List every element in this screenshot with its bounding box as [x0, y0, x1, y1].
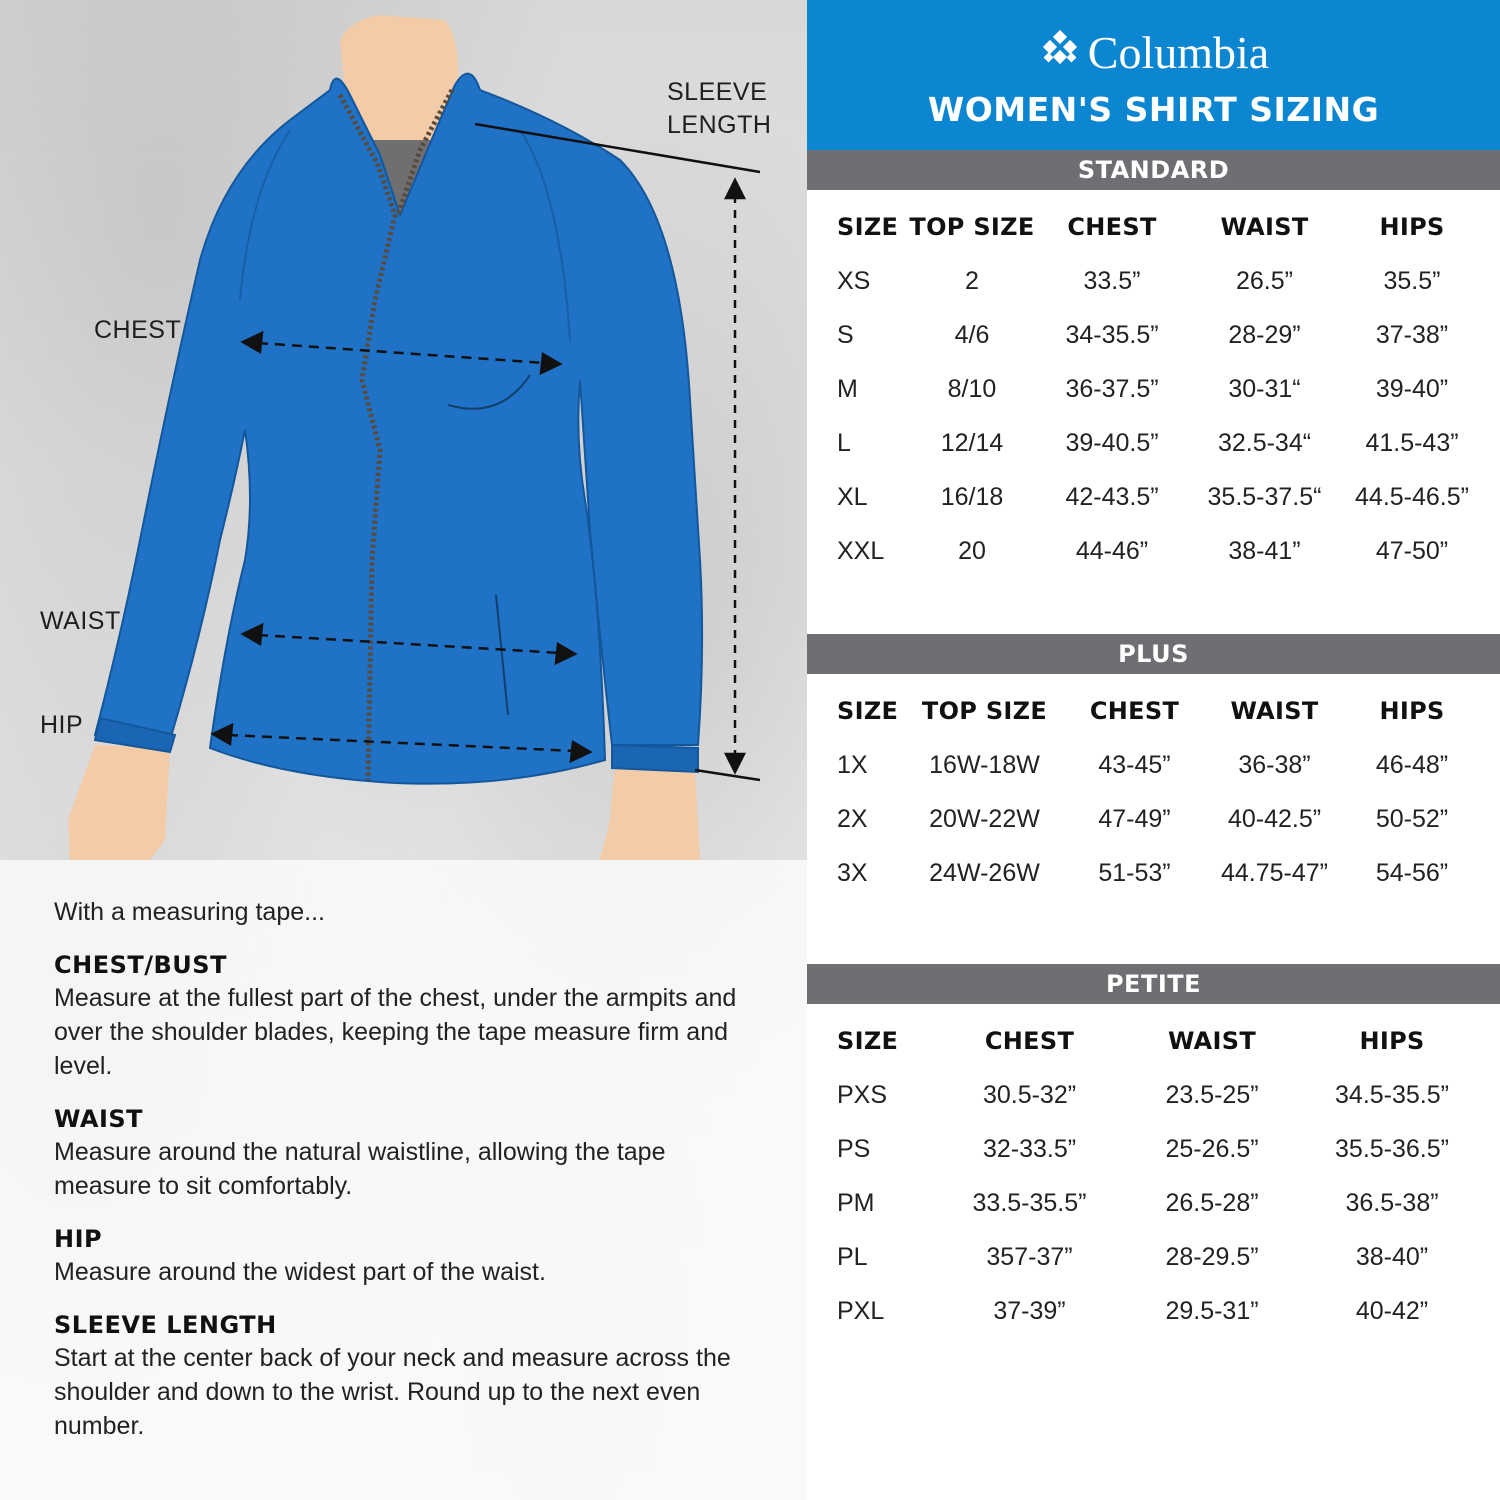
table-cell: XS: [837, 266, 871, 295]
measuring-instructions: [0, 860, 807, 1500]
right-hand: [600, 765, 700, 860]
table-row: [837, 362, 1482, 416]
table-cell: 1X: [837, 750, 868, 779]
table-row: [837, 1176, 1482, 1230]
table-row: [837, 416, 1482, 470]
table-cell: 12/14: [940, 428, 1004, 457]
table-row: [837, 254, 1482, 308]
column-header: TOP SIZE: [921, 697, 1048, 725]
table-cell: 39-40”: [1375, 374, 1449, 403]
petite-section-header: PETITE: [807, 964, 1500, 1004]
table-cell: 40-42.5”: [1227, 804, 1322, 833]
column-header: HIPS: [1359, 1027, 1425, 1055]
plus-size-table: [837, 684, 1482, 900]
table-row: [837, 1284, 1482, 1338]
chest-label: CHEST: [94, 316, 182, 344]
sleeve-label-line1: SLEEVE: [667, 78, 768, 106]
table-cell: PM: [837, 1188, 875, 1217]
sleeve-label-line2: LENGTH: [667, 111, 772, 139]
table-cell: 26.5-28”: [1165, 1188, 1259, 1217]
table-cell: 43-45”: [1098, 750, 1171, 779]
table-row: [837, 308, 1482, 362]
table-cell: 357-37”: [986, 1242, 1073, 1271]
columbia-diamond-icon: [1038, 30, 1082, 74]
table-cell: 30-31“: [1228, 374, 1301, 403]
plus-section-header: PLUS: [807, 634, 1500, 674]
table-cell: S: [837, 320, 854, 349]
table-cell: 47-50”: [1375, 536, 1449, 565]
table-cell: 20: [958, 536, 986, 565]
table-row: [837, 1068, 1482, 1122]
table-row: [837, 792, 1482, 846]
table-cell: 51-53”: [1098, 858, 1171, 887]
instructions-intro: With a measuring tape...: [54, 898, 325, 926]
table-cell: 44-46”: [1075, 536, 1149, 565]
table-cell: 4/6: [954, 320, 990, 349]
table-cell: 44.75-47”: [1220, 858, 1329, 887]
table-cell: 38-41”: [1228, 536, 1301, 565]
petite-size-table: [837, 1014, 1482, 1338]
table-cell: PS: [837, 1134, 871, 1163]
guide-text: Start at the center back of your neck and measure across the shoulder and down to the wrist. Round up to the next even number.: [54, 1344, 731, 1440]
table-row: [837, 524, 1482, 578]
table-cell: 34-35.5”: [1065, 320, 1159, 349]
table-row: [837, 846, 1482, 900]
table-cell: 38-40”: [1355, 1242, 1429, 1271]
brand-logo: [807, 24, 1500, 80]
size-chart-panel: [807, 0, 1500, 1500]
column-header: WAIST: [1220, 213, 1309, 241]
table-cell: 47-49”: [1098, 804, 1171, 833]
table-cell: 36-37.5”: [1065, 374, 1159, 403]
table-cell: 28-29.5”: [1165, 1242, 1259, 1271]
table-cell: 39-40.5”: [1065, 428, 1159, 457]
table-cell: 35.5”: [1383, 266, 1441, 295]
table-cell: PL: [837, 1242, 868, 1271]
table-cell: 26.5”: [1236, 266, 1293, 295]
guide-heading: HIP: [54, 1225, 103, 1253]
column-header: HIPS: [1379, 697, 1445, 725]
table-cell: 20W-22W: [929, 804, 1040, 833]
standard-section-header: STANDARD: [807, 150, 1500, 190]
table-header-row: [837, 200, 1482, 254]
sleeve-length-label: [667, 76, 787, 142]
table-cell: 16/18: [940, 482, 1004, 511]
table-cell: XL: [837, 482, 868, 511]
table-cell: 35.5-36.5”: [1335, 1134, 1449, 1163]
column-header: SIZE: [837, 697, 899, 725]
column-header: CHEST: [984, 1027, 1075, 1055]
table-cell: 8/10: [947, 374, 997, 403]
guide-chest: [54, 949, 767, 1083]
right-cuff: [612, 745, 698, 772]
table-row: [837, 1230, 1482, 1284]
table-cell: PXL: [837, 1296, 885, 1325]
table-row: [837, 470, 1482, 524]
table-cell: 46-48”: [1375, 750, 1449, 779]
column-header: CHEST: [1089, 697, 1180, 725]
table-cell: 30.5-32”: [982, 1080, 1077, 1109]
table-cell: 33.5”: [1083, 266, 1141, 295]
table-cell: 36.5-38”: [1345, 1188, 1439, 1217]
guide-text: Measure around the widest part of the waist.: [54, 1258, 546, 1286]
table-cell: 23.5-25”: [1165, 1080, 1259, 1109]
guide-sleeve-length: [54, 1309, 767, 1443]
table-cell: 35.5-37.5“: [1207, 482, 1322, 511]
guide-heading: SLEEVE LENGTH: [54, 1311, 277, 1339]
table-cell: 28-29”: [1228, 320, 1301, 349]
column-header: TOP SIZE: [909, 213, 1035, 241]
table-cell: 42-43.5”: [1065, 482, 1159, 511]
standard-size-table: [837, 200, 1482, 578]
table-cell: 40-42”: [1355, 1296, 1429, 1325]
table-cell: 41.5-43”: [1365, 428, 1459, 457]
hip-label: HIP: [40, 711, 84, 739]
table-cell: 2: [965, 266, 979, 295]
guide-text: Measure at the fullest part of the chest, under the armpits and over the shoulder blades, keeping the tape measure firm and level.: [54, 984, 737, 1080]
column-header: SIZE: [837, 213, 899, 241]
table-row: [837, 738, 1482, 792]
table-cell: M: [837, 374, 858, 403]
chart-title: WOMEN'S SHIRT SIZING: [927, 90, 1380, 129]
guide-waist: [54, 1103, 767, 1203]
guide-text: Measure around the natural waistline, allowing the tape measure to sit comfortably.: [54, 1138, 666, 1200]
table-cell: L: [837, 428, 851, 457]
column-header: SIZE: [837, 1027, 899, 1055]
table-cell: 3X: [837, 858, 868, 887]
table-row: [837, 1122, 1482, 1176]
brand-name: Columbia: [1087, 26, 1270, 78]
table-cell: 34.5-35.5”: [1335, 1080, 1449, 1109]
left-hand: [68, 745, 170, 860]
guide-heading: CHEST/BUST: [54, 951, 227, 979]
table-cell: 54-56”: [1375, 858, 1449, 887]
table-cell: 2X: [837, 804, 868, 833]
table-cell: PXS: [837, 1080, 888, 1109]
table-cell: 37-38”: [1375, 320, 1449, 349]
table-cell: 37-39”: [993, 1296, 1066, 1325]
table-cell: 32.5-34“: [1217, 428, 1312, 457]
table-cell: 16W-18W: [929, 750, 1040, 779]
guide-heading: WAIST: [54, 1105, 144, 1133]
table-cell: 24W-26W: [929, 858, 1040, 887]
guide-hip: [54, 1223, 767, 1289]
column-header: WAIST: [1167, 1027, 1257, 1055]
table-header-row: [837, 1014, 1482, 1068]
table-cell: 44.5-46.5”: [1355, 482, 1469, 511]
column-header: CHEST: [1067, 213, 1157, 241]
column-header: WAIST: [1230, 697, 1319, 725]
table-cell: 25-26.5”: [1165, 1134, 1259, 1163]
table-cell: 50-52”: [1375, 804, 1449, 833]
table-cell: 32-33.5”: [982, 1134, 1077, 1163]
column-header: HIPS: [1379, 213, 1445, 241]
waist-label: WAIST: [40, 607, 121, 635]
table-cell: 36-38”: [1238, 750, 1311, 779]
brand-header: [807, 0, 1500, 150]
table-cell: 29.5-31”: [1165, 1296, 1259, 1325]
table-header-row: [837, 684, 1482, 738]
table-cell: XXL: [837, 536, 885, 565]
table-cell: 33.5-35.5”: [972, 1188, 1087, 1217]
